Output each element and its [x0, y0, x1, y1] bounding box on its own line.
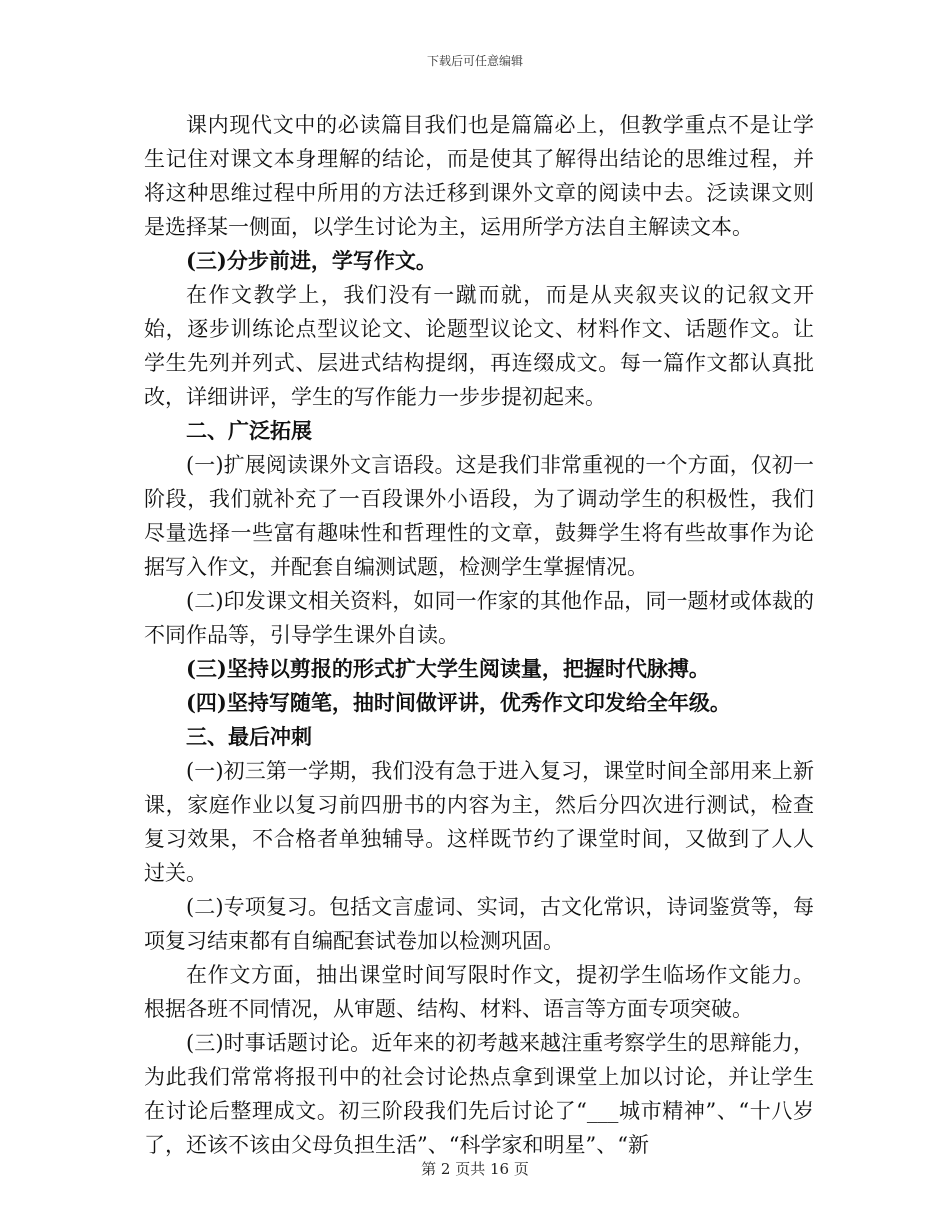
page-header: 下载后可任意编辑 — [426, 54, 523, 68]
paragraph-classical-reading: (一)扩展阅读课外文言语段。这是我们非常重视的一个方面，仅初一阶段，我们就补充了一百段课外小语段，为了调动学生的积极性，我们尽量选择一些富有趣味性和哲理性的文章，鼓舞学生将有些故事作为论据写入作文，并配套自编测试题，检测学生掌握情况。 — [144, 453, 814, 579]
paragraph-writing-teaching: 在作文教学上，我们没有一蹴而就，而是从夹叙夹议的记叙文开始，逐步训练论点型议论文、论题型议论文、材料作文、话题作文。让学生先列并列式、层进式结构提纲，再连缀成文。每一篇作文都认真批改，详细讲评，学生的写作能力一步步提初起来。 — [144, 283, 814, 409]
section-heading-final-sprint: 三、最后冲刺 — [186, 724, 312, 749]
subheading-essays: (四)坚持写随笔，抽时间做评讲，优秀作文印发给全年级。 — [186, 690, 731, 715]
subheading-writing: (三)分步前进，学写作文。 — [186, 248, 437, 273]
paragraph-composition: 在作文方面，抽出课堂时间写限时作文，提初学生临场作文能力。根据各班不同情况，从审题、结构、材料、语言等方面专项突破。 — [144, 963, 814, 1021]
paragraph-first-semester: (一)初三第一学期，我们没有急于进入复习，课堂时间全部用来上新课，家庭作业以复习前四册书的内容为主，然后分四次进行测试，检查复习效果，不合格者单独辅导。这样既节约了课堂时间，又做到了人人过关。 — [144, 759, 814, 885]
paragraph-materials: (二)印发课文相关资料，如同一作家的其他作品，同一题材或体裁的不同作品等，引导学生课外自读。 — [144, 589, 814, 647]
document-body — [144, 108, 814, 1162]
paragraph-reading-method: 课内现代文中的必读篇目我们也是篇篇必上，但教学重点不是让学生记住对课文本身理解的结论，而是使其了解得出结论的思维过程，并将这种思维过程中所用的方法迁移到课外文章的阅读中去。泛读课文则是选择某一侧面，以学生讨论为主，运用所学方法自主解读文本。 — [144, 113, 814, 239]
page-footer: 第 2 页共 16 页 — [421, 1160, 529, 1178]
subheading-clippings: (三)坚持以剪报的形式扩大学生阅读量，把握时代脉搏。 — [186, 656, 710, 681]
paragraph-special-review: (二)专项复习。包括文言虚词、实词，古文化常识，诗词鉴赏等，每项复习结束都有自编配套试卷加以检测巩固。 — [144, 895, 814, 953]
paragraph-current-topics: (三)时事话题讨论。近年来的初考越来越注重考察学生的思辩能力，为此我们常常将报刊中的社会讨论热点拿到课堂上加以讨论，并让学生在讨论后整理成文。初三阶段我们先后讨论了“___城市精神”、“十八岁了，还该不该由父母负担生活”、“科学家和明星”、“新 — [144, 1031, 814, 1157]
section-heading-expansion: 二、广泛拓展 — [186, 418, 312, 443]
